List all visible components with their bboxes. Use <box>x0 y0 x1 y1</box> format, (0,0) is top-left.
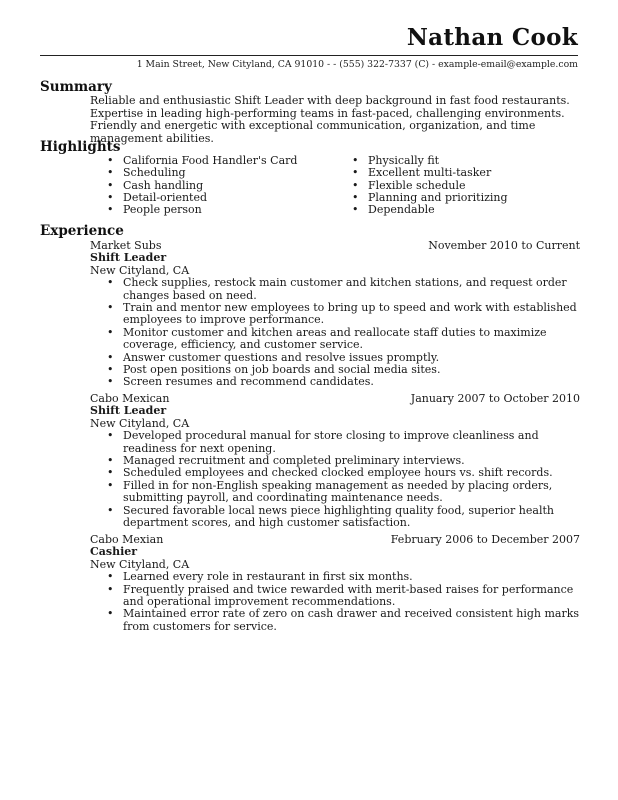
job-duties-list <box>90 571 580 633</box>
job-dates: November 2010 to Current <box>428 239 580 252</box>
duty-item: • Frequently praised and twice rewarded with merit-based raises for performance and operational improvement recommendations. <box>90 584 580 609</box>
candidate-name: Nathan Cook <box>406 24 578 51</box>
highlights-right-list <box>352 155 508 216</box>
highlight-item: • Cash handling <box>107 180 297 192</box>
contact-line: 1 Main Street, New Cityland, CA 91010 - - (555) 322-7337 (C) - example-email@example.com <box>136 59 578 70</box>
job-duties-list <box>90 277 580 389</box>
highlight-item: • California Food Handler's Card <box>107 155 297 167</box>
experience-heading: Experience <box>40 223 124 239</box>
duty-item: • Train and mentor new employees to bring up to speed and work with established employees to improve performance. <box>90 302 580 327</box>
highlight-item: • Detail-oriented <box>107 192 297 204</box>
header-divider <box>40 55 578 56</box>
job-title: Shift Leader <box>90 404 167 418</box>
duty-item: • Screen resumes and recommend candidates. <box>90 376 580 388</box>
job-company: Cabo Mexian <box>90 533 164 546</box>
summary-heading: Summary <box>40 79 112 95</box>
highlight-item: • Physically fit <box>352 155 508 167</box>
job-company: Cabo Mexican <box>90 392 170 405</box>
job-location: New Cityland, CA <box>90 557 190 571</box>
job-entry <box>90 240 580 389</box>
job-location: New Cityland, CA <box>90 416 190 430</box>
highlight-item: • People person <box>107 204 297 216</box>
highlight-item: • Scheduling <box>107 167 297 179</box>
job-title: Cashier <box>90 545 138 559</box>
job-dates: February 2006 to December 2007 <box>390 533 580 546</box>
job-entry <box>90 534 580 633</box>
duty-item: • Answer customer questions and resolve issues promptly. <box>90 352 580 364</box>
highlights-left-list <box>107 155 297 216</box>
duty-item: • Monitor customer and kitchen areas and reallocate staff duties to maximize coverage, efficiency, and customer service. <box>90 327 580 352</box>
highlight-item: • Excellent multi-tasker <box>352 167 508 179</box>
duty-item: • Learned every role in restaurant in first six months. <box>90 571 580 583</box>
highlight-item: • Flexible schedule <box>352 180 508 192</box>
duty-item: • Check supplies, restock main customer and kitchen stations, and request order changes based on need. <box>90 277 580 302</box>
job-dates: January 2007 to October 2010 <box>410 392 580 405</box>
highlight-item: • Planning and prioritizing <box>352 192 508 204</box>
duty-item: • Maintained error rate of zero on cash drawer and received consistent high marks from customers for service. <box>90 608 580 633</box>
job-entry <box>90 393 580 529</box>
highlight-item: • Dependable <box>352 204 508 216</box>
duty-item: • Filled in for non-English speaking management as needed by placing orders, submitting payroll, and coordinating maintenance needs. <box>90 480 580 505</box>
duty-item: • Developed procedural manual for store closing to improve cleanliness and readiness for next opening. <box>90 430 580 455</box>
highlights-heading: Highlights <box>40 139 121 155</box>
summary-text: Reliable and enthusiastic Shift Leader with deep background in fast food restaurants. Expertise in leading high-performing teams in fast-paced, challenging environments. Friendly and energetic with exceptional communication, organization, and time management abilities. <box>90 94 570 145</box>
duty-item: • Managed recruitment and completed preliminary interviews. <box>90 455 580 467</box>
duty-item: • Secured favorable local news piece highlighting quality food, superior health department scores, and high customer satisfaction. <box>90 505 580 530</box>
duty-item: • Post open positions on job boards and social media sites. <box>90 364 580 376</box>
job-duties-list <box>90 430 580 529</box>
job-location: New Cityland, CA <box>90 263 190 277</box>
duty-item: • Scheduled employees and checked clocked employee hours vs. shift records. <box>90 467 580 479</box>
job-company: Market Subs <box>90 239 162 252</box>
job-title: Shift Leader <box>90 251 167 265</box>
